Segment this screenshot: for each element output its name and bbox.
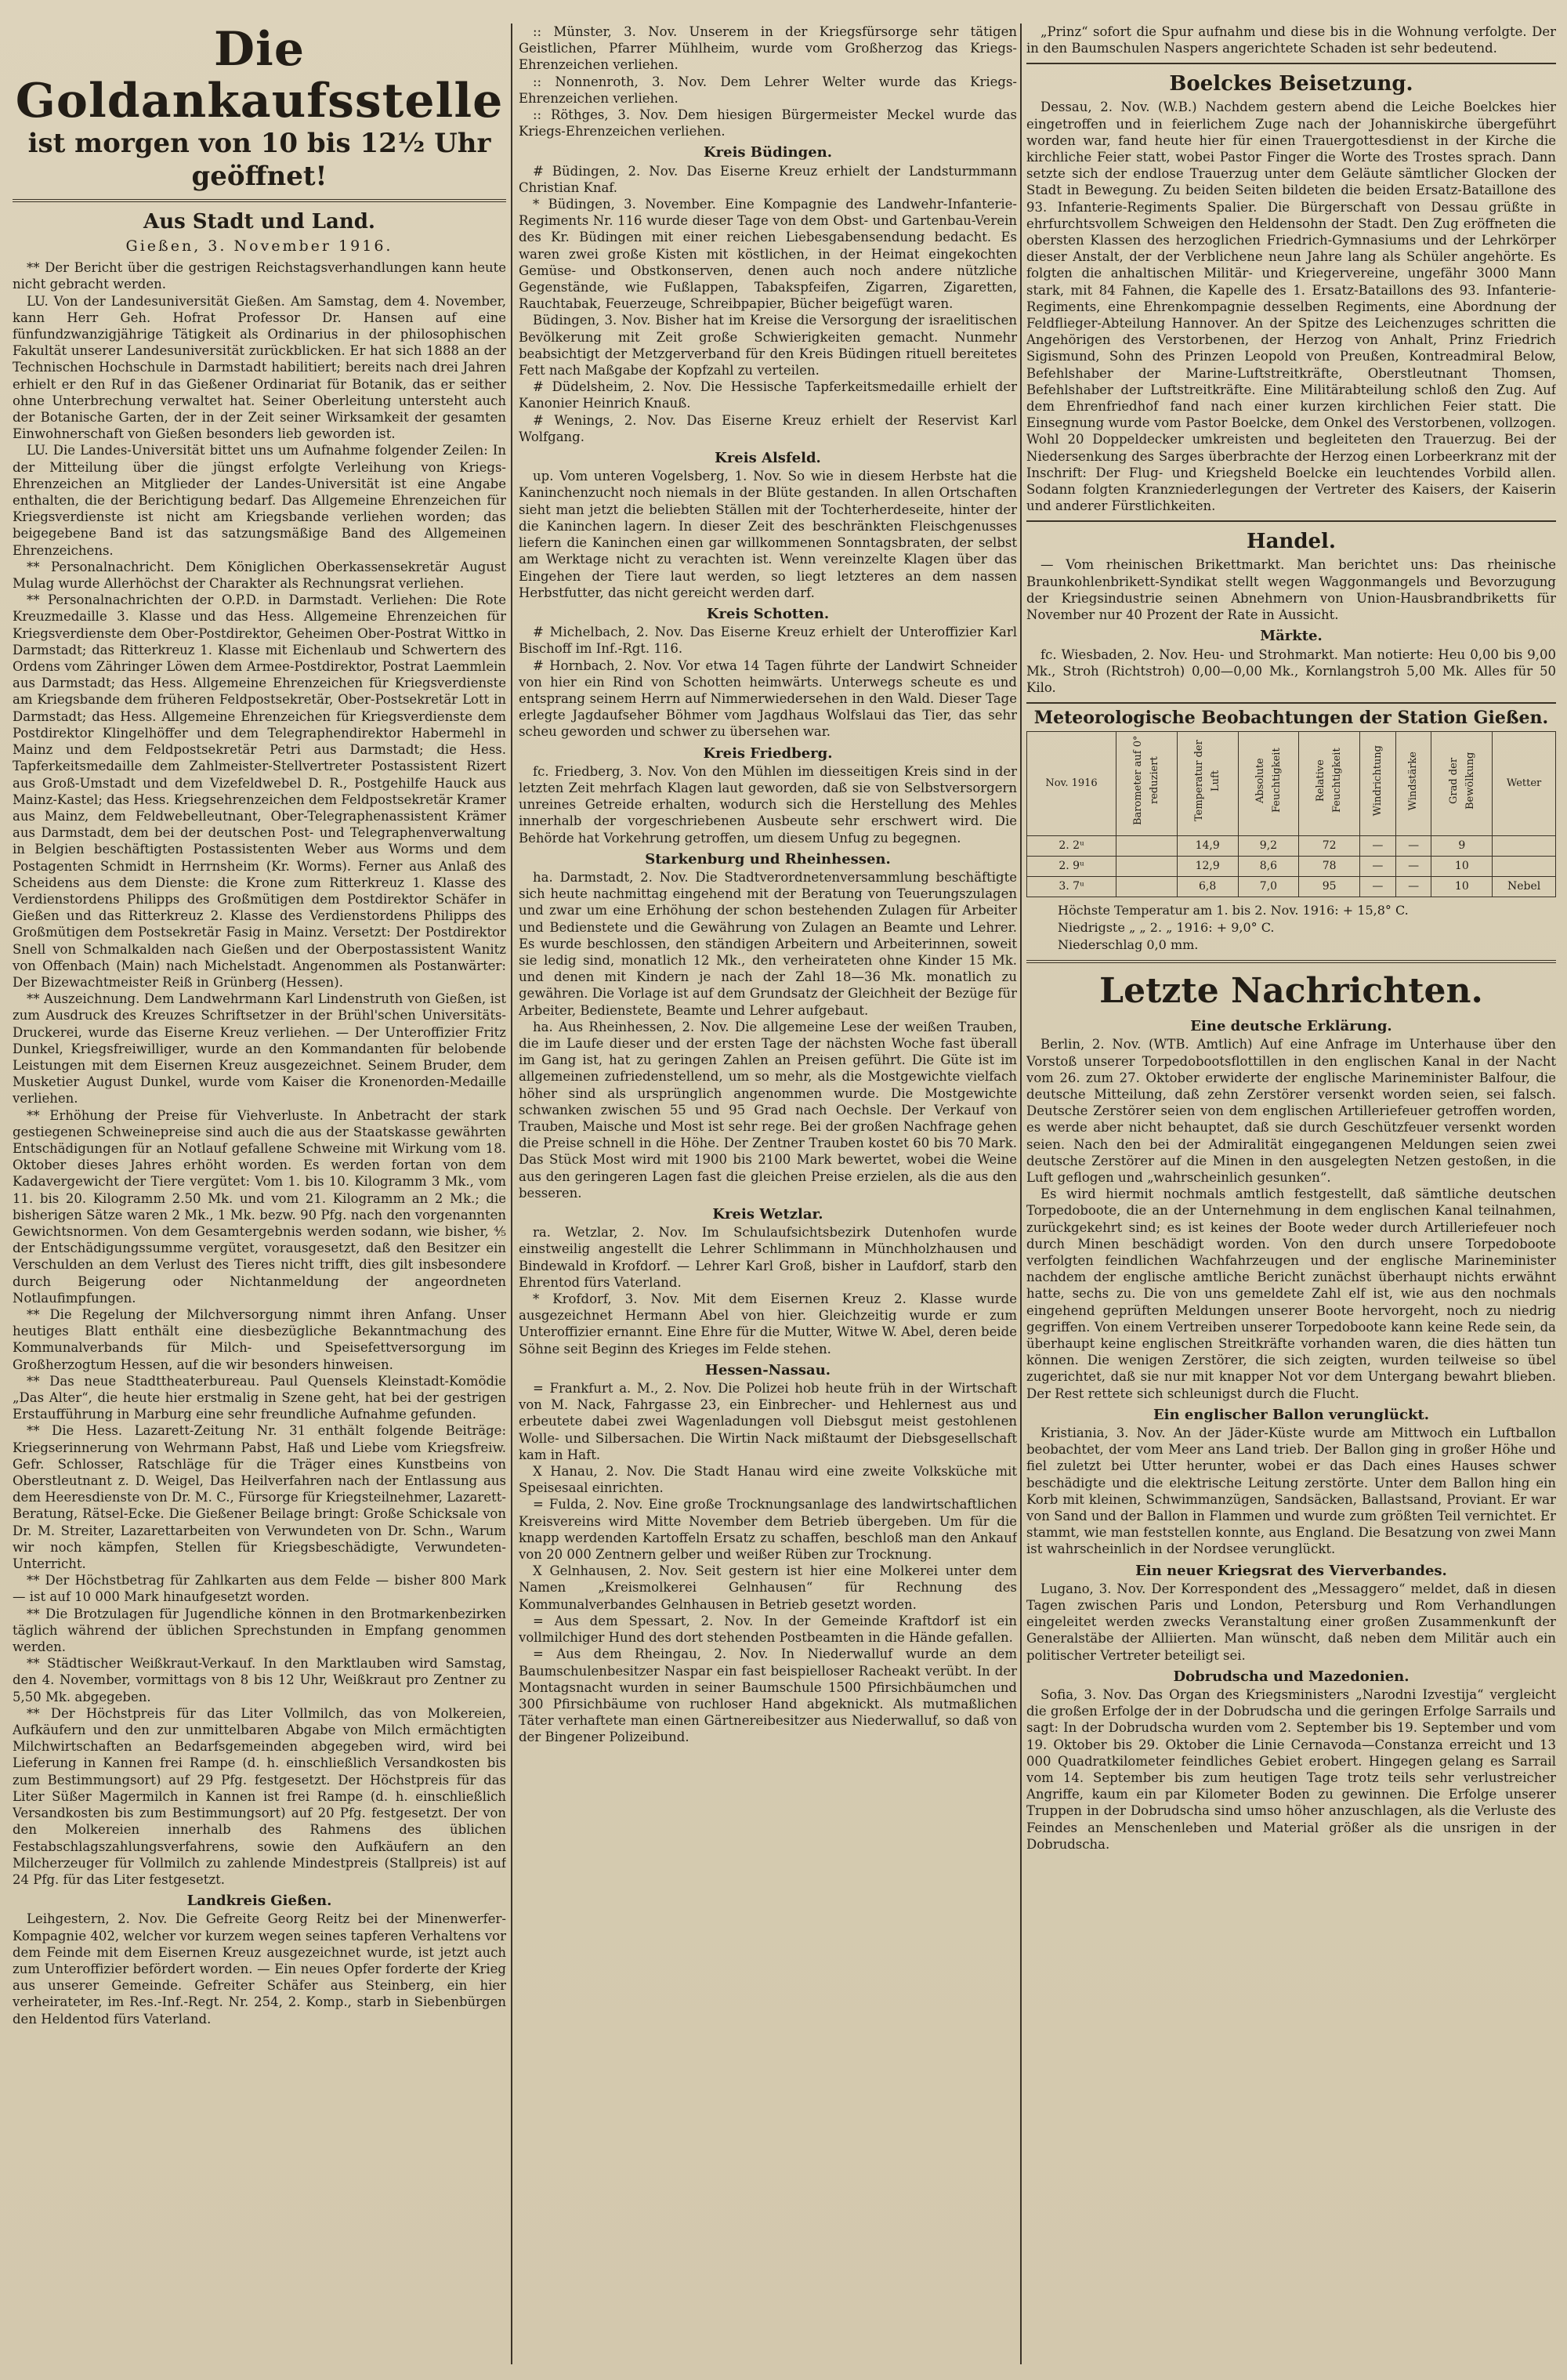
divider xyxy=(1026,520,1556,522)
article-paragraph: Berlin, 2. Nov. (WTB. Amtlich) Auf eine Anfrage im Unterhause über den Vorstoß unserer Torpedobootsflottillen in den englischen Kanal in der Nacht vom 26. zum 27. Oktober erwiderte der englische Marineminister Balfour, die deutsche Mitteilung, daß zehn Zerstörer versenkt worden seien, sei falsch. Deutsche Zerstörer seien von dem englischen Artilleriefeuer getroffen worden, es werde aber nicht behauptet, daß sie durch Geschützfeuer versenkt worden seien. Nach den bei der Admiralität eingegangenen Meldungen seien zwei deutsche Zerstörer auf die Minen in den ausgelegten Netzen gestoßen, in die Luft geflogen und „wahrscheinlich gesunken“. xyxy=(1026,1037,1556,1185)
article-list xyxy=(1026,1581,1556,1664)
weather-cell: 7,0 xyxy=(1238,876,1299,897)
weather-note: Niedrigste „ „ 2. „ 1916: + 9,0° C. xyxy=(1058,920,1275,936)
weather-header: Windstärke xyxy=(1395,732,1431,835)
article-list xyxy=(519,1224,1017,1357)
column-rule xyxy=(1020,24,1022,2364)
weather-row xyxy=(1027,856,1556,876)
article-paragraph: # Düdelsheim, 2. Nov. Die Hessische Tapferkeitsmedaille erhielt der Kanonier Heinrich Knauß. xyxy=(519,379,1017,411)
weather-cell: 10 xyxy=(1431,856,1493,876)
article-paragraph: :: Nonnenroth, 3. Nov. Dem Lehrer Welter wurde das Kriegs-Ehrenzeichen verliehen. xyxy=(519,74,1017,106)
article-paragraph: Lugano, 3. Nov. Der Korrespondent des „Messaggero“ meldet, daß in diesen Tagen zwischen Paris und London, Petersburg und Rom Verhandlungen eingeleitet werden zwecks Veranstaltung einer großen Zusammenkunft der Generalstäbe der Alliierten. Man wünscht, daß neben dem Militär auch ein politischer Vertreter beteiligt sei. xyxy=(1026,1581,1556,1663)
weather-cell xyxy=(1493,856,1556,876)
section-heading: Aus Stadt und Land. xyxy=(143,210,375,234)
weather-cell: 9 xyxy=(1431,835,1493,856)
weather-cell xyxy=(1116,856,1178,876)
article-paragraph: Sofia, 3. Nov. Das Organ des Kriegsministers „Narodni Izvestija“ vergleicht die großen Erfolge der in der Dobrudscha und die geringen Erfolge Sarrails und sagt: In der Dobrudscha wurden vom 2. September bis 19. September und vom 19. Oktober bis 29. Oktober die Linie Cernavoda—Constanza erreicht und 13 000 Quadratkilometer feindliches Gebiet erobert. Hingegen gelang es Sarrail vom 14. September bis zum heutigen Tage trotz teils sehr verlustreicher Angriffe, kaum ein par Kilometer Boden zu gewinnen. Die Erfolge unserer Truppen in der Dobrudscha sind umso höher anzuschlagen, als die Verluste des Feindes an Menschenleben und Material größer als die unsrigen in der Dobrudscha. xyxy=(1026,1687,1556,1852)
article-subheading: Ein neuer Kriegsrat des Vierverbandes. xyxy=(1135,1562,1447,1579)
article-paragraph: Es wird hiermit nochmals amtlich festgestellt, daß sämtliche deutschen Torpedoboote, die an der Unternehmung in dem englischen Kanal teilnahmen, zurückgekehrt sind; es ist keines der Boote weder durch Artilleriefeuer noch durch Minen beschädigt worden. Von den durch unsere Torpedoboote verfolgten feindlichen Wachfahrzeugen und der englische Marineminister nachdem der englische amtliche Bericht zunächst überhaupt nichts erwähnt hatte, sechs zu. Die von uns gemeldete Zahl elf ist, wie aus den nochmals eingehend geprüften Meldungen unserer Boote hervorgeht, noch zu niedrig gegriffen. Von einem Vertreiben unserer Torpedoboote kann keine Rede sein, da überhaupt keine englischen Streitkräfte vorhanden waren, die dies hätten tun können. Die wenigen Zerstörer, die sich zeigten, wurden teilweise so übel zugerichtet, daß sie nur mit knapper Not vor dem Untergang bewahrt blieben. Der Rest rettete sich schleunigst durch die Flucht. xyxy=(1026,1186,1556,1401)
weather-cell: Nebel xyxy=(1493,876,1556,897)
weather-cell: 2. 9ᵘ xyxy=(1027,856,1116,876)
weather-row xyxy=(1027,835,1556,856)
kreis-heading: Kreis Schotten. xyxy=(706,605,830,622)
article-heading: Märkte. xyxy=(1260,628,1323,645)
article-paragraph: X Gelnhausen, 2. Nov. Seit gestern ist hier eine Molkerei unter dem Namen „Kreismolkerei Gelnhausen“ für Rechnung des Kommunalverbandes Gelnhausen in Betrieb gesetzt worden. xyxy=(519,1563,1017,1612)
article-paragraph: ha. Aus Rheinhessen, 2. Nov. Die allgemeine Lese der weißen Trauben, die im Laufe dieser und der ersten Tage der nächsten Woche fast überall im Gang ist, hat zu geringen Zahlen an Preisen geführt. Die Güte ist im allgemeinen zufriedenstellend, um so mehr, als die Mostgewichte vielfach höher sind als ursprünglich angenommen wurde. Die Mostgewichte schwanken zwischen 55 und 95 Grad nach Oechsle. Der Verkauf von Trauben, Maische und Most ist sehr rege. Bei der großen Nachfrage gehen die Preise schnell in die Höhe. Der Zentner Trauben kostet 60 bis 70 Mark. Das Stück Most wird mit 1900 bis 2100 Mark bewertet, wobei die Weine aus den geringeren Lagen fast die gleichen Preise erzielen, als die aus den besseren. xyxy=(519,1019,1017,1201)
article-list xyxy=(1026,99,1556,514)
article-subheading: Dobrudscha und Mazedonien. xyxy=(1173,1668,1410,1685)
divider xyxy=(13,199,506,202)
article-paragraph: ** Das neue Stadttheaterbureau. Paul Quensels Kleinstadt-Komödie „Das Alter“, die heute hier erstmalig in Szene geht, hat bei der gestrigen Erstaufführung in Marburg eine sehr freundliche Aufnahme gefunden. xyxy=(13,1373,506,1422)
masthead-title: Die Goldankaufsstelle xyxy=(15,24,504,129)
article-subheading: Ein englischer Ballon verunglückt. xyxy=(1153,1406,1430,1423)
article-heading: Boelckes Beisetzung. xyxy=(1169,72,1413,96)
weather-cell: — xyxy=(1360,835,1396,856)
weather-cell: 2. 2ᵘ xyxy=(1027,835,1116,856)
weather-table xyxy=(1026,731,1556,897)
article-paragraph: # Wenings, 2. Nov. Das Eiserne Kreuz erhielt der Reservist Karl Wolfgang. xyxy=(519,412,1017,444)
article-paragraph: ha. Darmstadt, 2. Nov. Die Stadtverordnetenversammlung beschäftigte sich heute nachmittag eingehend mit der Beratung von Teuerungszulagen und zwar um eine Erhöhung der schon bestehenden Zulagen für Arbeiter und Bedienstete und die Gewährung von Zulagen an Beamte und Lehrer. Es wurde beschlossen, den ständigen Arbeitern und Arbeiterinnen, soweit sie ledig sind, monatlich 12 Mk., den verheirateten ohne Kinder 15 Mk. und denen mit Kindern je nach der Zahl 18—36 Mk. monatlich zu gewähren. Die Vorlage ist auf dem Grundsatz der Gleichheit der Bezüge für Arbeiter, Bedienstete, Beamte und Lehrer aufgebaut. xyxy=(519,869,1017,1018)
weather-cell: — xyxy=(1395,835,1431,856)
article-list xyxy=(519,468,1017,601)
article-list xyxy=(519,763,1017,846)
article-list xyxy=(1026,647,1556,697)
weather-cell xyxy=(1493,835,1556,856)
article-paragraph: Büdingen, 3. Nov. Bisher hat im Kreise die Versorgung der israelitischen Bevölkerung mit Zeit große Schwierigkeiten gemacht. Nunmehr beabsichtigt der Metzgerverband für den Kreis Büdingen rituell bereitetes Fett nach Maßgabe der Kopfzahl zu verteilen. xyxy=(519,313,1017,379)
article-paragraph: up. Vom unteren Vogelsberg, 1. Nov. So wie in diesem Herbste hat die Kaninchenzucht noch niemals in der Blüte gestanden. In allen Ortschaften sieht man jetzt die beliebten Ställen mit der Tochterherdeseite, hinter der die Kaninchen lagern. In dieser Zeit des beschränkten Fleischgenusses liefern die Kaninchen einen gar willkommenen Sonntagsbraten, der selbst am Werktage nicht zu verachten ist. Wenn vereinzelte Klagen über das Eingehen der Tiere laut werden, so liegt letzteres an dem nassen Herbstfutter, das nicht gereicht werden darf. xyxy=(519,469,1017,600)
article-paragraph: = Frankfurt a. M., 2. Nov. Die Polizei hob heute früh in der Wirtschaft von M. Nack, Fahrgasse 23, ein Einbrecher- und Hehlernest aus und erbeutete dabei zwei Wagenladungen voll Diebsgut meist gestohlenen Wolle- und Silbersachen. Die Wirtin Nack mißtaumt der Diebsgesellschaft kam in Haft. xyxy=(519,1381,1017,1462)
weather-cell: 6,8 xyxy=(1177,876,1238,897)
article-paragraph: fc. Wiesbaden, 2. Nov. Heu- und Strohmarkt. Man notierte: Heu 0,00 bis 9,00 Mk., Stroh (Richtstroh) 0,00—0,00 Mk., Kornlangstroh 5,00 Mk. Alles für 50 Kilo. xyxy=(1026,647,1556,695)
article-heading: Handel. xyxy=(1247,530,1336,554)
weather-cell: 78 xyxy=(1299,856,1360,876)
masthead-subtitle: ist morgen von 10 bis 12½ Uhr geöffnet! xyxy=(27,128,491,192)
article-paragraph: „Prinz“ sofort die Spur aufnahm und diese bis in die Wohnung verfolgte. Der in den Baumschulen Naspers angerichtete Schaden ist sehr bedeutend. xyxy=(1026,24,1556,56)
weather-header: Relative Feuchtigkeit xyxy=(1299,732,1360,835)
kreis-heading: Hessen-Nassau. xyxy=(704,1361,831,1378)
article-paragraph: LU. Von der Landesuniversität Gießen. Am Samstag, dem 4. November, kann Herr Geh. Hofrat Professor Dr. Hansen auf eine fünfundzwanzigjährige Tätigkeit als Ordinarius in der philosophischen Fakultät unserer Landesuniversität zurückblicken. Er hat sich 1888 an der Technischen Hochschule in Darmstadt habilitiert; bereits nach drei Jahren erhielt er den Ruf in das Gießener Ordinariat für Botanik, das er seither ohne Unterbrechung verwaltet hat. Seiner Oberleitung untersteht auch der Botanische Garten, der in der Zeit seiner Wirksamkeit der gesamten Einwohnerschaft von Gießen besonders lieb geworden ist. xyxy=(13,293,506,442)
article-subheading: Eine deutsche Erklärung. xyxy=(1190,1018,1392,1035)
kreis-heading: Kreis Friedberg. xyxy=(703,744,833,762)
divider xyxy=(1026,702,1556,704)
kreis-heading: Starkenburg und Rheinhessen. xyxy=(645,850,891,868)
article-paragraph: * Büdingen, 3. November. Eine Kompagnie des Landwehr-Infanterie-Regiments Nr. 116 wurde dieser Tage von dem Obst- und Gartenbau-Verein des Kr. Büdingen mit einer reichen Liebesgabensendung bedacht. Es waren zwei große Kisten mit köstlichen, in der Heimat eingekochten Gemüse- und Obstkonserven, denen auch noch andere nützliche Gegenstände, wie Fußlappen, Tabakspfeifen, Zigarren, Zigaretten, Rauchtabak, Feuerzeuge, Schreibpapier, Bücher beigefügt waren. xyxy=(519,197,1017,312)
kreis-heading: Kreis Alsfeld. xyxy=(715,450,821,467)
dateline: Gießen, 3. November 1916. xyxy=(125,237,393,255)
article-paragraph: ** Städtischer Weißkraut-Verkauf. In den Marktlauben wird Samstag, den 4. November, vormittags von 8 bis 12 Uhr, Weißkraut pro Zentner zu 5,50 Mk. abgegeben. xyxy=(13,1656,506,1704)
article-list xyxy=(1026,24,1556,56)
article-list xyxy=(519,163,1017,445)
kreis-heading: Kreis Büdingen. xyxy=(703,144,833,161)
weather-cell: 3. 7ᵘ xyxy=(1027,876,1116,897)
weather-header: Nov. 1916 xyxy=(1027,732,1116,835)
weather-cell: 9,2 xyxy=(1238,835,1299,856)
weather-cell: 10 xyxy=(1431,876,1493,897)
weather-row xyxy=(1027,876,1556,897)
article-paragraph: ** Der Bericht über die gestrigen Reichstagsverhandlungen kann heute nicht gebracht werden. xyxy=(13,260,506,292)
article-list xyxy=(1026,1686,1556,1853)
article-paragraph: # Büdingen, 2. Nov. Das Eiserne Kreuz erhielt der Landsturmmann Christian Knaf. xyxy=(519,163,1017,195)
article-paragraph: ** Personalnachrichten der O.P.D. in Darmstadt. Verliehen: Die Rote Kreuzmedaille 3. Klasse und das Hess. Allgemeine Ehrenzeichen für Kriegsverdienste dem Ober-Postdirektor, Geheimen Ober-Postrat Wittko in Darmstadt; das Ritterkreuz 1. Klasse mit Eichenlaub und Schwertern des Ordens vom Zähringer Löwen dem Armee-Postdirektor, Postrat Laemmlein aus Darmstadt; das Hess. Allgemeine Ehrenzeichen für Kriegsverdienste am Kriegsbande dem früheren Feldpostsekretär, Ober-Postsekretär Lott in Darmstadt; das Hess. Allgemeine Ehrenzeichen für Kriegsverdienste dem Postdirektor Klingelhöffer und dem Telegraphendirektor Habermehl in Mainz und dem Feldpostsekretär Petri aus Darmstadt; die Hess. Tapferkeitsmedaille dem Zahlmeister-Stellvertreter Postassistent Rizert aus Groß-Umstadt und dem Vizefeldwebel D. R., Postgehilfe Hauck aus Mainz-Kastel; das Hess. Kriegsehrenzeichen dem Feldpostsekretär Kramer aus Mainz, dem Feldwebelleutnant, Ober-Telegraphenassistent Krämer aus Darmstadt, dem bei der deutschen Post- und Telegraphenverwaltung in Belgien beschäftigten Postassistenten Weber aus Worms und dem Postagenten Schmidt in Herrnsheim (Kr. Worms). Ferner aus Anlaß des Scheidens aus dem Dienste: die Krone zum Ritterkreuz 1. Klasse des Verdienstordens Philipps des Großmütigen dem Postdirektor Schäfer in Gießen und das Ritterkreuz 2. Klasse des Verdienstordens Philipps des Großmütigen dem Postsekretär Fasig in Mainz. Versetzt: Der Postdirektor Snell von Schmalkalden nach Gießen und der Oberpostassistent Wanitz von Offenbach (Main) nach Michelstadt. Angenommen als Postanwärter: Der Bizewachtmeister Reiß in Grünberg (Hessen). xyxy=(13,592,506,990)
article-paragraph: ** Auszeichnung. Dem Landwehrmann Karl Lindenstruth von Gießen, ist zum Ausdruck des Kreuzes Schriftsetzer in der Brühl'schen Universitäts-Druckerei, wurde das Eiserne Kreuz verliehen. — Der Unteroffizier Fritz Dunkel, Kriegsfreiwilliger, wurde an den Kommandanten für belobende Leistungen mit dem Eisernen Kreuz ausgezeichnet. Seinem Bruder, dem Musketier August Dunkel, wurde vom Kaiser die Kronenorden-Medaille verliehen. xyxy=(13,991,506,1107)
weather-cell: 72 xyxy=(1299,835,1360,856)
article-list xyxy=(1026,1425,1556,1558)
divider xyxy=(1026,960,1556,963)
column-rule xyxy=(511,24,512,2364)
article-paragraph: # Michelbach, 2. Nov. Das Eiserne Kreuz erhielt der Unteroffizier Karl Bischoff im Inf.-Rgt. 116. xyxy=(519,625,1017,657)
article-paragraph: ** Die Hess. Lazarett-Zeitung Nr. 31 enthält folgende Beiträge: Kriegserinnerung von Wehrmann Pabst, Haß und Liebe vom Kriegsfreiw. Gefr. Schlosser, Ratschläge für die Träger eines Kunstbeins von Oberstleutnant z. D. Weigel, Das Heilverfahren nach der Entlassung aus dem Heeresdienste von Dr. M. C., Fürsorge für Kriegsteilnehmer, Lazarett-Beratung, Rätsel-Ecke. Die Gießener Beilage bringt: Große Schicksale von Dr. M. Streiter, Lazarettarbeiten von Verwundeten von Dr. Schn., Warum wir noch kämpfen, Stellen für Kriegsbeschädigte, Verwundeten-Unterricht. xyxy=(13,1423,506,1572)
weather-header: Barometer auf 0° reduziert xyxy=(1116,732,1178,835)
article-paragraph: ** Der Höchstbetrag für Zahlkarten aus dem Felde — bisher 800 Mark — ist auf 10 000 Mark hinaufgesetzt worden. xyxy=(13,1573,506,1605)
article-paragraph: ** Die Brotzulagen für Jugendliche können in den Brotmarkenbezirken täglich während der üblichen Sprechstunden in Empfang genommen werden. xyxy=(13,1606,506,1655)
weather-note: Niederschlag 0,0 mm. xyxy=(1058,937,1199,953)
article-paragraph: — Vom rheinischen Brikettmarkt. Man berichtet uns: Das rheinische Braunkohlenbrikett-Syndikat stellt wegen Waggonmangels und Bevorzugung der Kriegsindustrie seinen Abnehmern von Union-Hausbrandbriketts für November nur 40 Prozent der Rate in Aussicht. xyxy=(1026,557,1556,623)
article-list xyxy=(519,869,1017,1201)
article-list xyxy=(519,24,1017,139)
article-paragraph: :: Röthges, 3. Nov. Dem hiesigen Bürgermeister Meckel wurde das Kriegs-Ehrenzeichen verliehen. xyxy=(519,107,1017,139)
article-paragraph: ra. Wetzlar, 2. Nov. Im Schulaufsichtsbezirk Dutenhofen wurde einstweilig angestellt die Lehrer Schlimmann in Münchholzhausen und Bindewald in Krofdorf. — Lehrer Karl Groß, bisher in Laufdorf, starb den Ehrentod fürs Vaterland. xyxy=(519,1225,1017,1290)
weather-header: Windrichtung xyxy=(1360,732,1396,835)
article-list xyxy=(1026,556,1556,623)
weather-cell: 12,9 xyxy=(1177,856,1238,876)
article-list xyxy=(13,1911,506,2027)
article-paragraph: Dessau, 2. Nov. (W.B.) Nachdem gestern abend die Leiche Boelckes hier eingetroffen und in feierlichem Zuge nach der Johanniskirche übergeführt worden war, fand heute hier für einen Trauergottesdienst in der Kirche die kirchliche Feier statt, wobei Pastor Finger die Worte des Trostes sprach. Dann setzte sich der endlose Trauerzug unter dem Geläute sämtlicher Glocken der Stadt in Bewegung. Zu beiden Seiten bildeten die beiden Ersatz-Bataillone des 93. Infanterie-Regiments Spalier. Die Bürgerschaft von Dessau grüßte in ehrfurchtsvollem Schweigen den Heldensohn der Stadt. Den Zug eröffneten die obersten Klassen des herzoglichen Friedrich-Gymnasiums und der Lehrkörper dieser Anstalt, der der Verblichene neun Jahre lang als Schüler angehörte. Es folgten die anhaltischen Militär- und Kriegervereine, ungefähr 3000 Mann stark, mit 84 Fahnen, die Kapelle des 1. Ersatz-Bataillons des 93. Infanterie-Regiments, eine Ehrenkompagnie desselben Regiments, eine Abordnung der Feldflieger-Abteilung Hannover. An der Spitze des Leichenzuges schritten die Angehörigen des Verstorbenen, der Herzog von Anhalt, Prinz Friedrich Sigismund, Sohn des Prinzen Leopold von Preußen, Kontreadmiral Below, Befehlshaber der Marine-Luftstreitkräfte, Oberstleutnant Thomsen, Befehlshaber der Luftstreitkräfte. Eine Militärabteilung schloß den Zug. Auf dem Ehrenfriedhof fand nach einer kurzen kirchlichen Feier statt. Die Einsegnung wurde vom Pastor Boelcke, dem Onkel des Verstorbenen, vollzogen. Wohl 20 Doppeldecker umkreisten und begleiteten den Trauerzug. Bei der Niedersenkung des Sarges überbrachte der Herzog einen Lorbeerkranz mit der Inschrift: Der Flug- und Kriegsheld Boelcke ein leuchtendes Vorbild allen. Sodann folgten Kranzniederlegungen der Vertreter des Kaisers, der Kaiserin und anderer Fürstlichkeiten. xyxy=(1026,100,1556,514)
kreis-heading: Kreis Wetzlar. xyxy=(712,1206,823,1223)
column-2 xyxy=(519,24,1017,2364)
weather-cell: 95 xyxy=(1299,876,1360,897)
article-paragraph: Kristiania, 3. Nov. An der Jäder-Küste wurde am Mittwoch ein Luftballon beobachtet, der vom Meer ans Land trieb. Der Ballon ging in großer Höhe und fiel zuletzt bei Utter herunter, wobei er das Dach eines Hauses schwer beschädigte und die elektrische Leitung zerstörte. Unter dem Ballon hing ein Korb mit kleinen, Schwimmanzügen, Sandsäcken, Ballastsand, Proviant. Er war von Sand und der Ballon in Flammen und wurde zum größten Teil vernichtet. Er stammt, wie man feststellen konnte, aus England. Die Besatzung von zwei Mann ist wahrscheinlich in der Nordsee verunglückt. xyxy=(1026,1425,1556,1557)
article-paragraph: ** Der Höchstpreis für das Liter Vollmilch, das von Molkereien, Aufkäufern und den zur unmittelbaren Abgabe von Milch ermächtigten Milchwirtschaften an Bedarfsgemeinden abgegeben wird, wird bei Lieferung in Kannen frei Rampe (d. h. einschließlich Versandkosten bis zum Bestimmungsort) auf 29 Pfg. festgesetzt. Der Höchstpreis für das Liter Süßer Magermilch in Kannen ist frei Rampe (d. h. einschließlich Versandkosten bis zum Bestimmungsort) auf 20 Pfg. festgesetzt. Der von den Molkereien innerhalb des Rahmens des üblichen Festabschlagszahlungsverfahrens, sowie den Aufkäufern an den Milcherzeuger für Vollmilch zu zahlende Mindestpreis (Stallpreis) ist auf 24 Pfg. für das Liter festgesetzt. xyxy=(13,1705,506,1887)
weather-cell: 14,9 xyxy=(1177,835,1238,856)
article-paragraph: ** Die Regelung der Milchversorgung nimmt ihren Anfang. Unser heutiges Blatt enthält eine diesbezügliche Bekanntmachung des Kommunalverbands für Milch- und Speisefettversorgung im Großherzogtum Hessen, auf die wir besonders hinweisen. xyxy=(13,1307,506,1372)
weather-cell xyxy=(1116,876,1178,897)
article-paragraph: # Hornbach, 2. Nov. Vor etwa 14 Tagen führte der Landwirt Schneider von hier ein Rind von Schotten heimwärts. Unterwegs scheute es und entsprang seinem Herrn auf Nimmerwiedersehen in den Wald. Dieser Tage erlegte Jagdaufseher Böhmer vom Jagdhaus Wolfslaui das Tier, das sehr scheu geworden und schwer zu übersehen war. xyxy=(519,657,1017,740)
weather-cell: — xyxy=(1360,856,1396,876)
weather-cell: — xyxy=(1395,876,1431,897)
article-heading: Letzte Nachrichten. xyxy=(1099,971,1483,1012)
weather-title: Meteorologische Beobachtungen der Station Gießen. xyxy=(1033,708,1549,729)
article-paragraph: ** Personalnachricht. Dem Königlichen Oberkassensekretär August Mulag wurde Allerhöchst der Charakter als Rechnungsrat verliehen. xyxy=(13,559,506,592)
weather-note: Höchste Temperatur am 1. bis 2. Nov. 1916: + 15,8° C. xyxy=(1058,903,1409,918)
weather-header: Temperatur der Luft xyxy=(1177,732,1238,835)
article-paragraph: = Aus dem Rheingau, 2. Nov. In Niederwalluf wurde an dem Baumschulenbesitzer Naspar ein fast beispielloser Racheakt verübt. In der Montagsnacht wurden in seiner Baumschule 1500 Pfirsichbäumchen und 300 Pfirsichbäume von ruchloser Hand abgeknickt. Als mutmaßlichen Täter verhaftete man einen Gärtnereibesitzer aus Niederwalluf, so daß von der Bingener Polizeibund. xyxy=(519,1646,1017,1745)
article-paragraph: X Hanau, 2. Nov. Die Stadt Hanau wird eine zweite Volksküche mit Speisesaal einrichten. xyxy=(519,1464,1017,1496)
weather-cell: — xyxy=(1395,856,1431,876)
article-paragraph: fc. Friedberg, 3. Nov. Von den Mühlen im diesseitigen Kreis sind in der letzten Zeit mehrfach Klagen laut geworden, daß sie von Selbstversorgern unreines Getreide erhalten, wodurch sich die Herstellung des Mehles innerhalb der vorgeschriebenen Ausbeute sehr erschwert wird. Die Behörde hat Vorkehrung getroffen, um diesem Unfug zu begegnen. xyxy=(519,763,1017,846)
article-paragraph: = Fulda, 2. Nov. Eine große Trocknungsanlage des landwirtschaftlichen Kreisvereins wird Mitte November dem Betrieb übergeben. Um für die knapp werdenden Kartoffeln Ersatz zu schaffen, beschloß man den Ankauf von 20 000 Zentnern gelber und weißer Rüben zur Trocknung. xyxy=(519,1497,1017,1563)
article-paragraph: * Krofdorf, 3. Nov. Mit dem Eisernen Kreuz 2. Klasse wurde ausgezeichnet Hermann Abel von hier. Gleichzeitig wurde er zum Unteroffizier ernannt. Eine Ehre für die Mutter, Witwe W. Abel, deren beide Söhne seit Beginn des Krieges im Felde stehen. xyxy=(519,1291,1017,1357)
weather-cell: 8,6 xyxy=(1238,856,1299,876)
weather-cell xyxy=(1116,835,1178,856)
article-paragraph: LU. Die Landes-Universität bittet uns um Aufnahme folgender Zeilen: In der Mitteilung über die jüngst erfolgte Verleihung von Kriegs-Ehrenzeichen an Mitglieder der Landes-Universität ist eine Angabe enthalten, die der Berichtigung bedarf. Das Allgemeine Ehrenzeichen für Kriegsverdienste ist nicht am Kriegsbande verliehen worden; das beigegebene Band ist das satzungsmäßige Band des Allgemeinen Ehrenzeichens. xyxy=(13,443,506,558)
weather-header: Absolute Feuchtigkeit xyxy=(1238,732,1299,835)
article-list xyxy=(1026,1036,1556,1401)
article-list xyxy=(13,259,506,1888)
article-paragraph: ** Erhöhung der Preise für Viehverluste. In Anbetracht der stark gestiegenen Schweinepreise sind auch die aus der Staatskasse gewährten Entschädigungen für an Notlauf gefallene Schweine mit Wirkung vom 18. Oktober dieses Jahres erhöht worden. Es werden fortan von dem Kadavergewicht der Tiere vergütet: Vom 1. bis 10. Kilogramm 3 Mk., vom 11. bis 20. Kilogramm 2.50 Mk. und vom 21. Kilogramm an 2 Mk.; die bisherigen Sätze waren 2 Mk., 1 Mk. bezw. 90 Pfg. nach den vorgenannten Gewichtsnormen. Von dem Gesamtergebnis werden sodann, wie bisher, ⁴⁄₅ der Entschädigungssumme vergütet, vorausgesetzt, daß den Besitzer ein Verschulden an dem Verlust des Tieres nicht trifft, dies gilt insbesondere durch Beigerung oder Nichtanmeldung der angeordneten Notlaufimpfungen. xyxy=(13,1107,506,1306)
weather-header: Wetter xyxy=(1493,732,1556,835)
column-3 xyxy=(1026,24,1556,2364)
column-1 xyxy=(13,24,506,2364)
article-paragraph: = Aus dem Spessart, 2. Nov. In der Gemeinde Kraftdorf ist ein vollmilchiger Hund des dort stehenden Postbeamten in die Hände gefallen. xyxy=(519,1613,1017,1646)
article-paragraph: Leihgestern, 2. Nov. Die Gefreite Georg Reitz bei der Minenwerfer-Kompagnie 402, welcher vor kurzem wegen seines tapferen Verhaltens vor dem Feinde mit dem Eisernen Kreuz ausgezeichnet wurde, ist jetzt auch zum Unteroffizier befördert worden. — Ein neues Opfer forderte der Krieg aus unserer Gemeinde. Gefreiter Schäfer aus Steinberg, ein hier verheirateter, im Res.-Inf.-Regt. Nr. 254, 2. Komp., starb in Siebenbürgen den Heldentod fürs Vaterland. xyxy=(13,1911,506,2027)
article-list xyxy=(519,1380,1017,1745)
weather-cell: — xyxy=(1360,876,1396,897)
weather-header: Grad der Bewölkung xyxy=(1431,732,1493,835)
divider xyxy=(1026,63,1556,64)
weather-notes xyxy=(1058,902,1556,954)
kreis-heading: Landkreis Gießen. xyxy=(186,1893,332,1910)
article-paragraph: :: Münster, 3. Nov. Unserem in der Kriegsfürsorge sehr tätigen Geistlichen, Pfarrer Mühlheim, wurde vom Großherzog das Kriegs-Ehrenzeichen verliehen. xyxy=(519,24,1017,73)
article-list xyxy=(519,624,1017,740)
